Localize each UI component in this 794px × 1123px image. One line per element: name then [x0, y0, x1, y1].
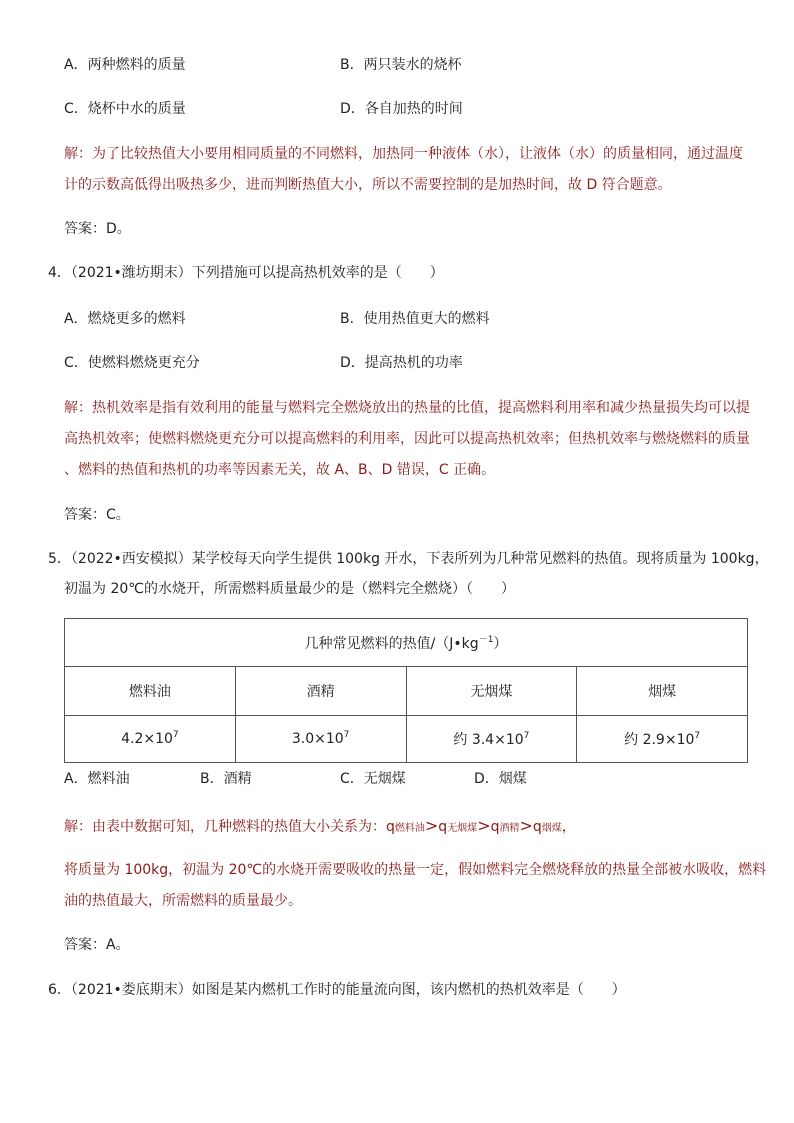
q4-solution-line-2: 高热机效率；使燃料燃烧更充分可以提高燃料的利用率，因此可以提高热机效率；但热机效率与燃烧燃料的质量: [64, 431, 750, 447]
solution-prefix: 解：由表中数据可知，几种燃料的热值大小关系为：: [64, 819, 386, 835]
q4-option-d: D．提高热机的功率: [340, 355, 463, 371]
table-value-cell: [235, 716, 406, 763]
q6-question: 6．（2021•娄底期末）如图是某内燃机工作时的能量流向图，该内燃机的热机效率是（ ）: [48, 982, 626, 998]
q5-solution-line-1: [64, 817, 576, 838]
q5-option-d: D．烟煤: [474, 771, 527, 787]
table-caption-close: ）: [493, 635, 508, 652]
q4-solution-line-3: 、燃料的热值和热机的功率等因素无关，故 A、B、D 错误，C 正确。: [64, 462, 496, 478]
value-mantissa: 约 3.4×10: [453, 732, 524, 748]
q3-option-b: B．两只装水的烧杯: [340, 57, 462, 73]
q4-option-c: C．使燃料燃烧更充分: [64, 355, 200, 371]
table-caption: [65, 619, 748, 667]
q5-solution-line-2: 将质量为 100kg，初温为 20℃的水烧开需要吸收的热量一定，假如燃料完全燃烧释放的热量全部被水吸收，燃料: [64, 862, 767, 878]
q4-answer: 答案：C。: [64, 507, 130, 523]
table-header-cell: 酒精: [235, 667, 406, 716]
table-header-cell: 无烟煤: [406, 667, 577, 716]
table-caption-exponent: －1: [478, 634, 494, 645]
table-caption-text: 几种常见燃料的热值/（J•kg: [304, 635, 479, 652]
q4-question: 4．（2021•潍坊期末）下列措施可以提高热机效率的是（ ）: [48, 265, 444, 281]
q5-question-line-1: 5．（2022•西安模拟）某学校每天向学生提供 100kg 开水，下表所列为几种常见燃料的热值。现将质量为 100kg，: [48, 551, 769, 567]
value-mantissa: 3.0×10: [291, 731, 344, 747]
q3-option-d: D．各自加热的时间: [340, 101, 463, 117]
q3-solution-line-2: 计的示数高低得出吸热多少，进而判断热值大小，所以不需要控制的是加热时间，故 D 符合题意。: [64, 177, 672, 193]
q-subscript: 酒精: [499, 823, 520, 834]
q-symbol: q: [438, 819, 448, 835]
q4-solution-line-1: 解：热机效率是指有效利用的能量与燃料完全燃烧放出的热量的比值，提高燃料利用率和减少热量损失均可以提: [64, 400, 750, 416]
value-exponent: 7: [172, 730, 179, 740]
table-header-cell: 烟煤: [577, 667, 748, 716]
q5-question-line-2: 初温为 20℃的水烧开，所需燃料质量最少的是（燃料完全燃烧）（ ）: [64, 581, 515, 597]
q3-option-a: A．两种燃料的质量: [64, 57, 186, 73]
gt-sign: >: [477, 816, 491, 835]
q-subscript: 烟煤: [541, 823, 562, 834]
q-subscript: 燃料油: [394, 823, 425, 834]
value-mantissa: 约 2.9×10: [624, 732, 695, 748]
fuel-heat-value-table: [64, 618, 748, 763]
q3-answer: 答案：D。: [64, 221, 131, 237]
value-exponent: 7: [343, 730, 350, 740]
q-subscript: 无烟煤: [447, 823, 478, 834]
q-symbol: q: [532, 819, 542, 835]
q-symbol: q: [490, 819, 500, 835]
table-value-cell: [406, 716, 577, 763]
q5-option-c: C．无烟煤: [340, 771, 406, 787]
q3-solution-line-1: 解：为了比较热值大小要用相同质量的不同燃料，加热同一种液体（水），让液体（水）的质量相同，通过温度: [64, 146, 743, 162]
q4-option-b: B．使用热值更大的燃料: [340, 311, 490, 327]
table-header-cell: 燃料油: [65, 667, 236, 716]
q4-option-a: A．燃烧更多的燃料: [64, 311, 186, 327]
gt-sign: >: [424, 816, 439, 835]
q-symbol: q: [386, 819, 395, 835]
value-exponent: 7: [523, 731, 530, 741]
q5-option-a: A．燃料油: [64, 771, 130, 787]
q5-solution-line-3: 油的热值最大，所需燃料的质量最少。: [64, 893, 302, 909]
solution-tail: ，: [561, 819, 576, 835]
q5-answer: 答案：A。: [64, 937, 130, 953]
table-value-cell: [577, 716, 748, 763]
value-exponent: 7: [694, 731, 701, 741]
table-value-cell: [65, 716, 236, 763]
q3-option-c: C．烧杯中水的质量: [64, 101, 186, 117]
gt-sign: >: [519, 816, 533, 835]
q5-option-b: B．酒精: [200, 771, 252, 787]
value-mantissa: 4.2×10: [121, 731, 173, 747]
